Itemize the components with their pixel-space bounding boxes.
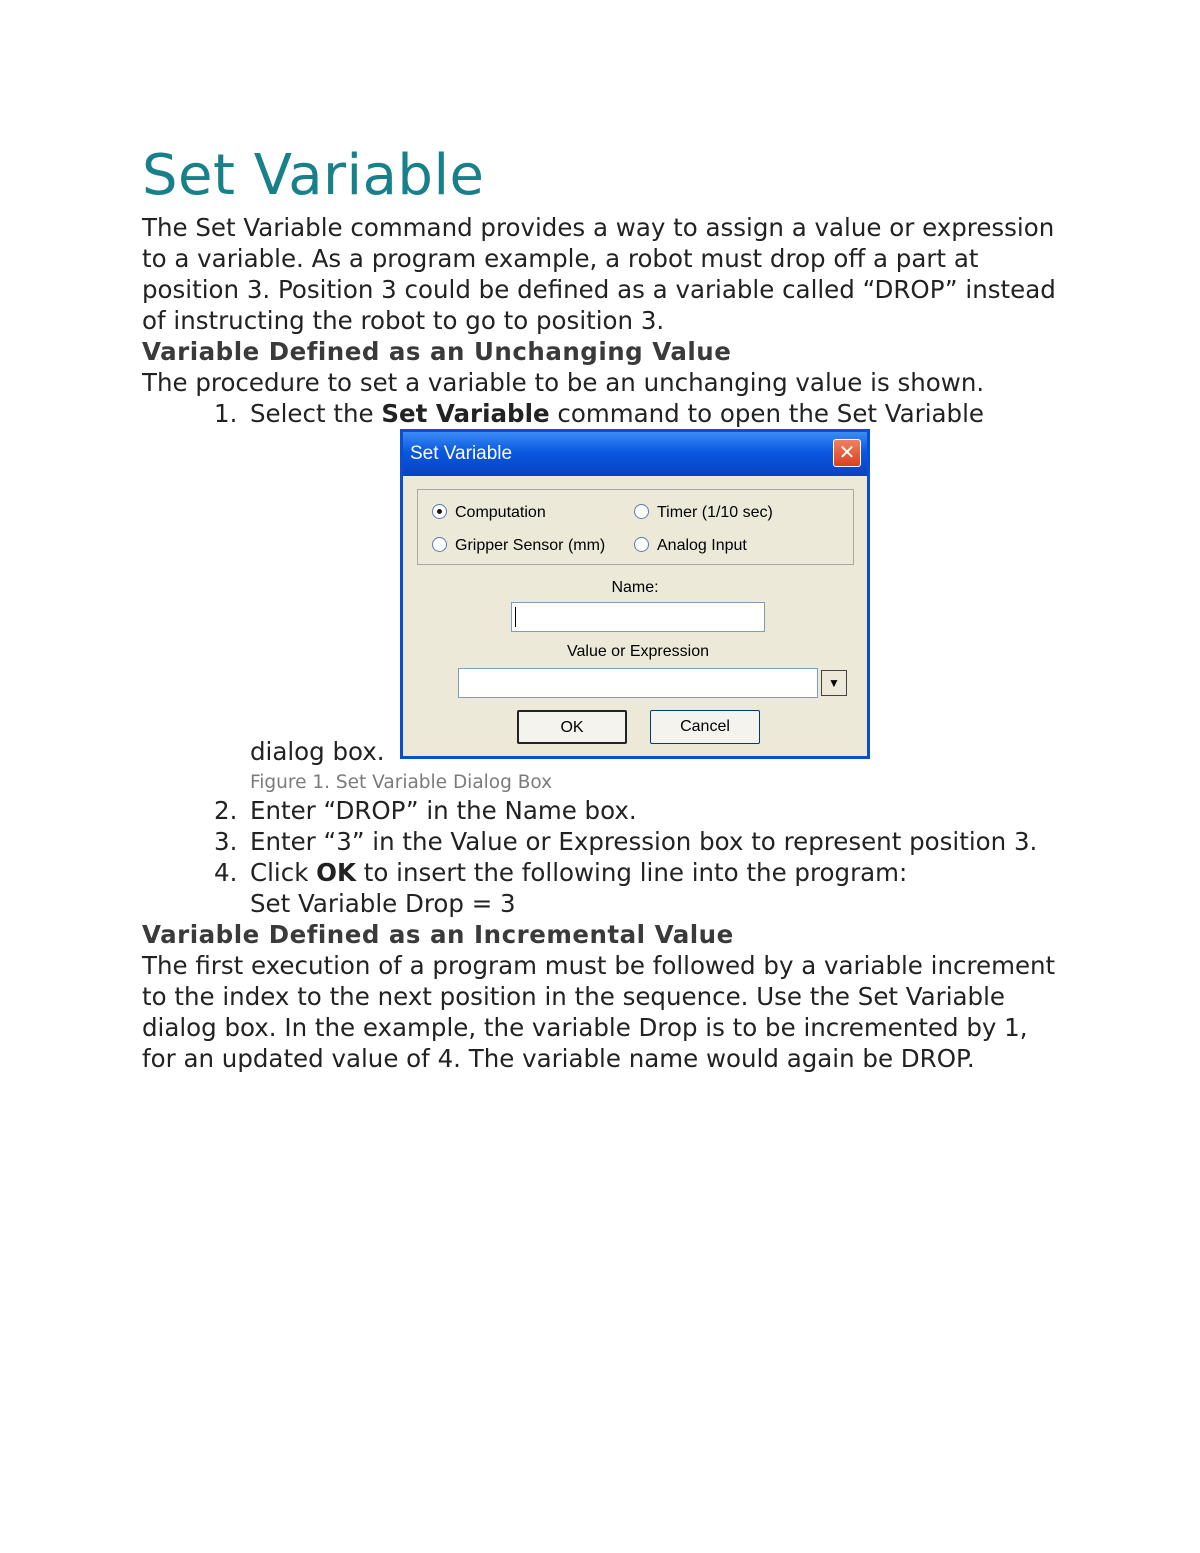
page-title: Set Variable: [142, 143, 485, 208]
value-dropdown-button[interactable]: [821, 670, 847, 696]
radio-indicator: [432, 537, 447, 552]
close-button[interactable]: [833, 439, 861, 467]
list-item-step-2: [142, 795, 1062, 826]
heading-unchanging-value: Variable Defined as an Unchanging Value: [142, 337, 732, 366]
radio-gripper-sensor[interactable]: [432, 536, 605, 556]
document-page: [142, 140, 1062, 1074]
list-item-step-3: [142, 826, 1062, 857]
dialog-title: Set Variable: [410, 443, 513, 464]
dialog-title-bar: [403, 432, 867, 476]
code-line: Set Variable Drop = 3: [250, 889, 516, 918]
list-item-step-4: [142, 857, 1062, 919]
radio-indicator: [634, 504, 649, 519]
list-item-step-1: [142, 398, 1062, 429]
name-input[interactable]: [511, 602, 765, 632]
radio-label: Gripper Sensor (mm): [455, 537, 606, 554]
name-label: Name:: [611, 579, 659, 596]
radio-label: Computation: [455, 504, 546, 521]
step-bold: Set Variable: [381, 399, 550, 428]
step-number: 3.: [214, 827, 238, 856]
step-text: Enter “3” in the Value or Expression box to represent position 3.: [250, 827, 1038, 856]
radio-label: Analog Input: [657, 537, 747, 554]
radio-timer[interactable]: [634, 503, 773, 523]
step-number: 2.: [214, 796, 238, 825]
figure-caption: Figure 1. Set Variable Dialog Box: [250, 772, 553, 793]
value-expression-input[interactable]: [458, 668, 818, 698]
step-1-tail: dialog box.: [250, 737, 385, 766]
radio-indicator-checked: [432, 504, 447, 519]
step-text: Click: [250, 858, 317, 887]
radio-label: Timer (1/10 sec): [657, 504, 773, 521]
text-cursor: [515, 607, 516, 627]
radio-analog-input[interactable]: [634, 536, 747, 556]
heading-incremental-value: Variable Defined as an Incremental Value: [142, 920, 734, 949]
incremental-paragraph: The first execution of a program must be followed by a variable increment to the index to the next position in the sequence. Use the Set Variable dialog box. In the example, the variable Drop is to be incremented by 1, for an updated value of 4. The variable name would again be DROP.: [142, 951, 1056, 1073]
chevron-down-icon: ▼: [828, 676, 840, 690]
radio-indicator: [634, 537, 649, 552]
step-number: 1.: [214, 399, 238, 428]
cancel-button[interactable]: Cancel: [650, 710, 760, 744]
close-icon: ✕: [838, 442, 856, 464]
intro-paragraph: The Set Variable command provides a way to assign a value or expression to a variable. As a program example, a robot must drop off a part at position 3. Position 3 could be defined as a variable called “DROP” instead of instructing the robot to go to position 3.: [142, 213, 1056, 335]
step-number: 4.: [214, 858, 238, 887]
step-text: command to open the Set Variable: [549, 399, 984, 428]
step-text: Select the: [250, 399, 382, 428]
type-radio-group: [417, 489, 854, 565]
step-text: to insert the following line into the program:: [355, 858, 908, 887]
value-expression-label: Value or Expression: [567, 643, 709, 660]
step-text: Enter “DROP” in the Name box.: [250, 796, 637, 825]
figure-row: [142, 429, 1062, 766]
ok-button[interactable]: OK: [517, 710, 627, 744]
step-bold: OK: [316, 858, 356, 887]
procedure-paragraph: The procedure to set a variable to be an unchanging value is shown.: [142, 368, 985, 397]
radio-computation[interactable]: [432, 503, 546, 523]
set-variable-dialog: [400, 429, 870, 759]
